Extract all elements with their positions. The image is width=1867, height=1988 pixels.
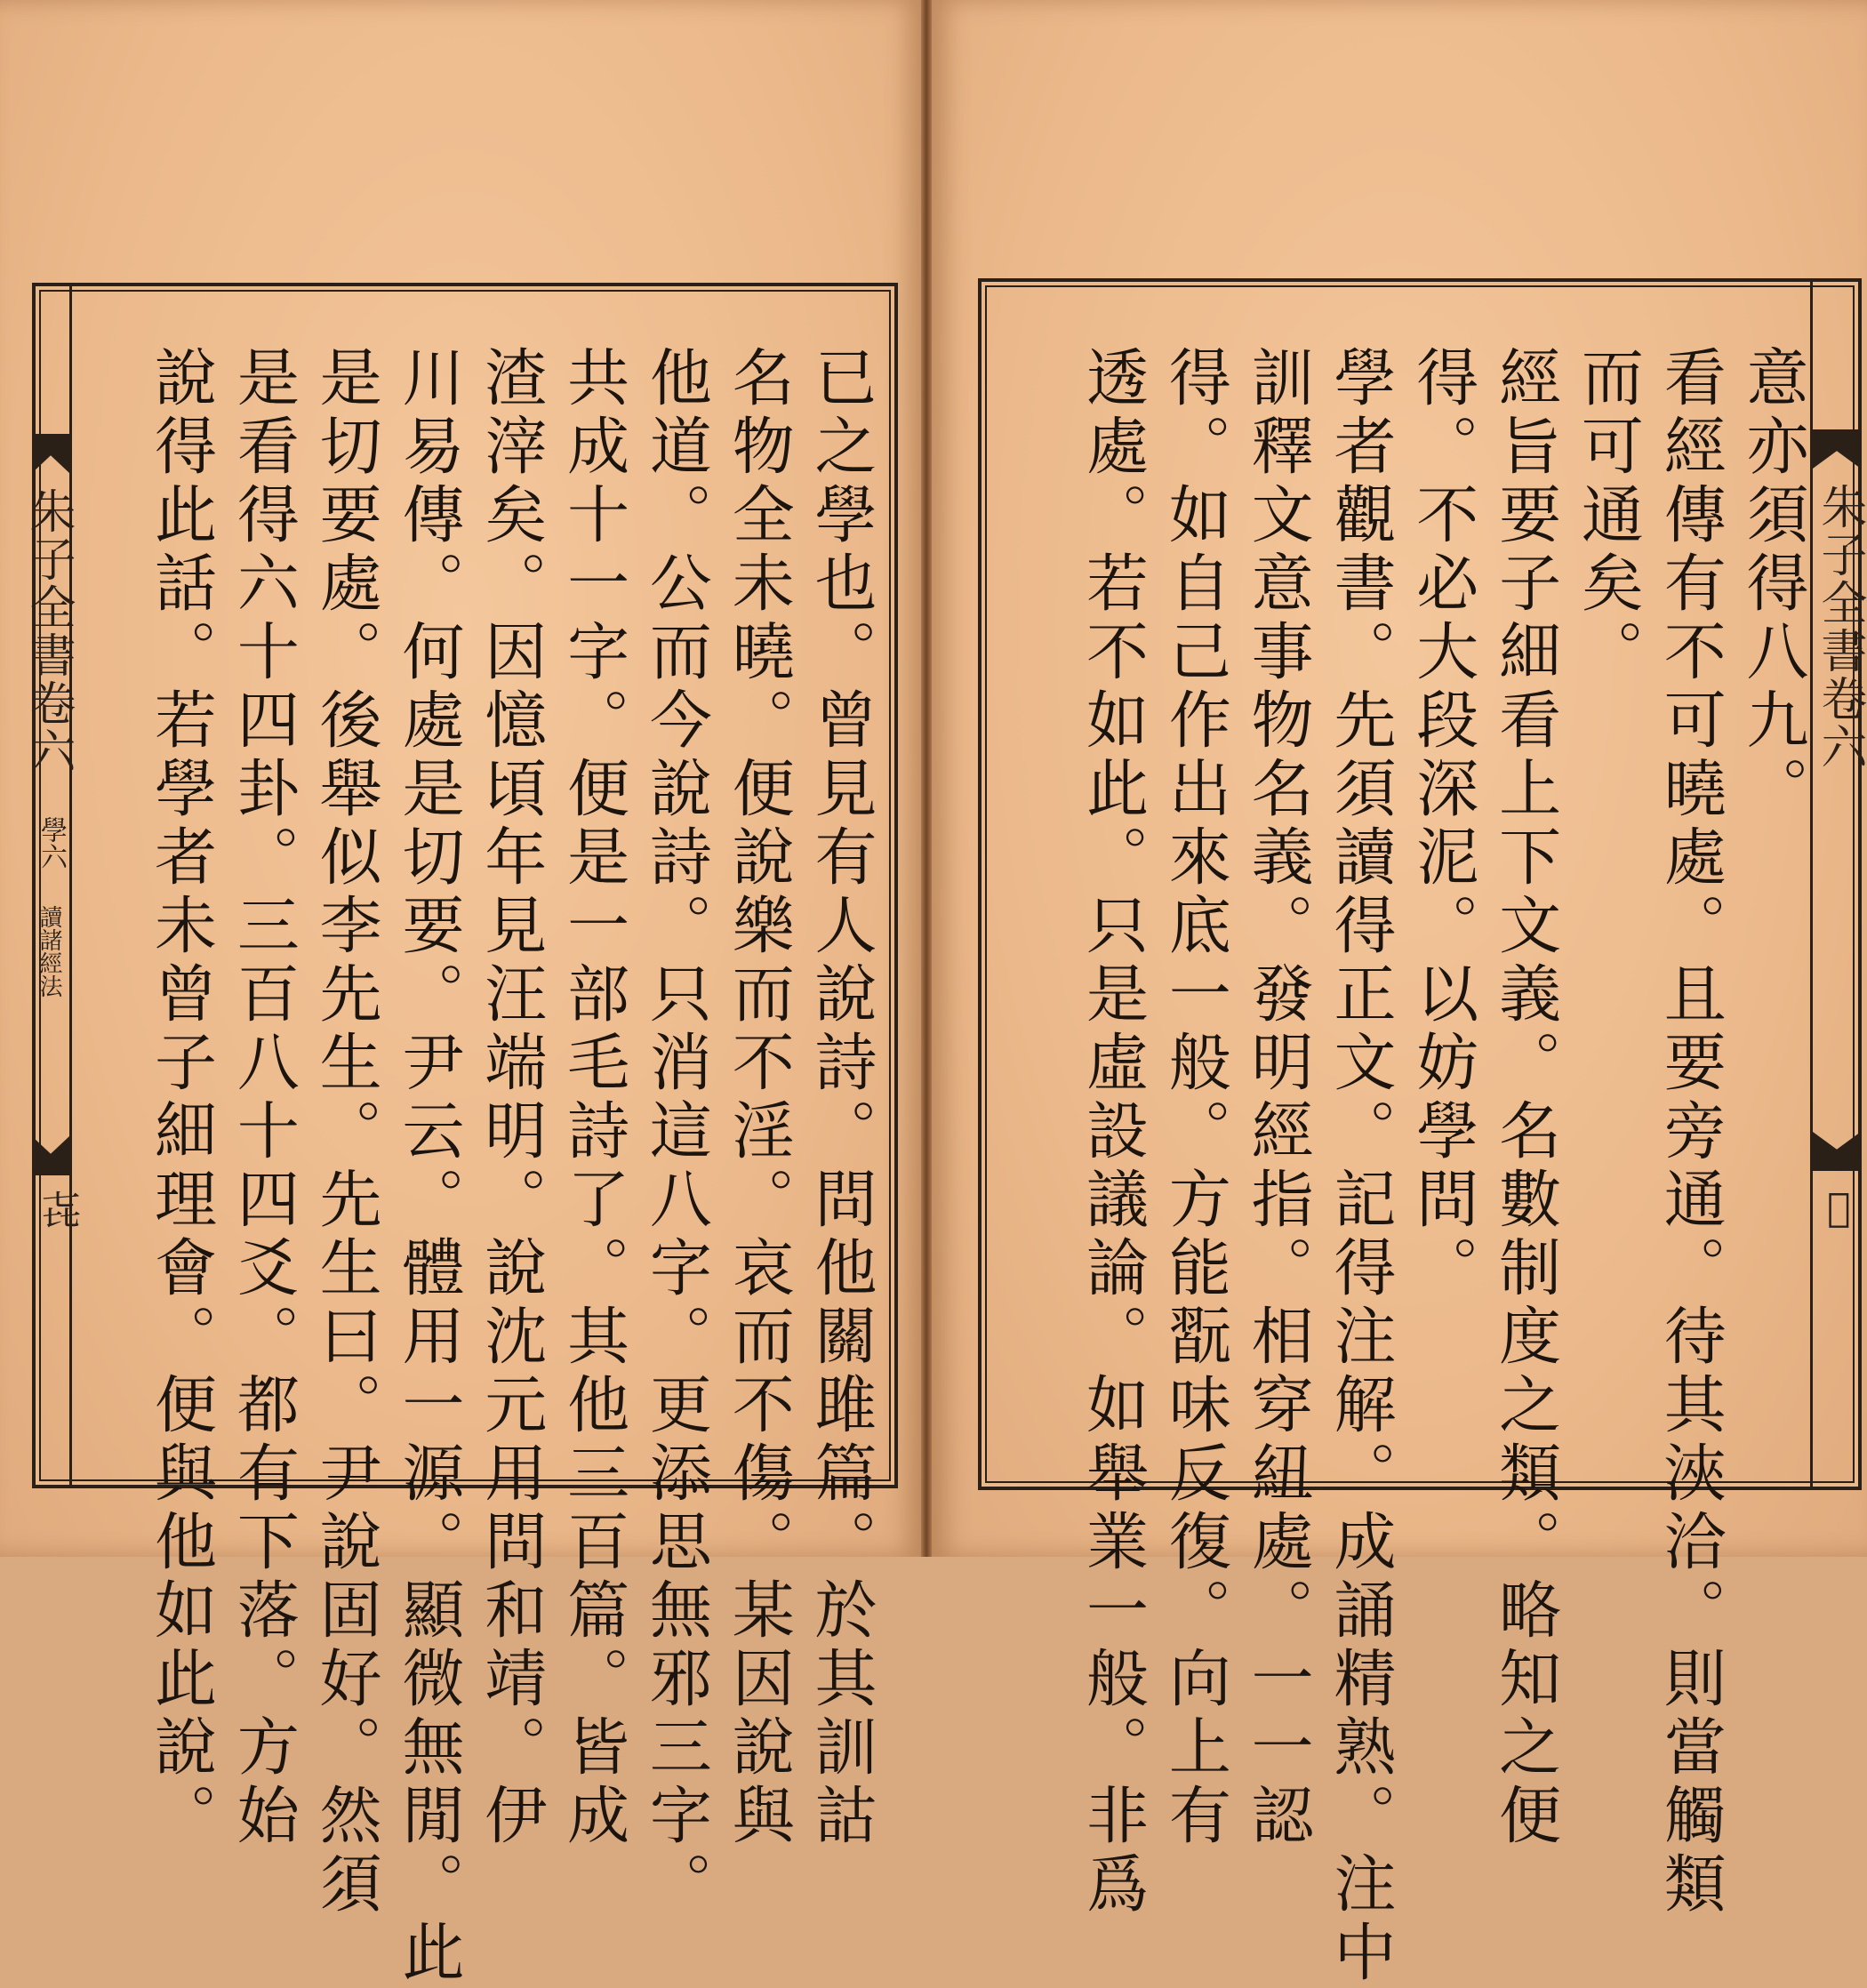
text-column: 他道。公而今說詩。只消這八字。更添思無邪三字。 [639, 345, 713, 1920]
fishtail-mark-upper [1813, 429, 1861, 469]
text-column: 渣滓矣。因憶頃年見汪端明。說沈元用問和靖。伊 [474, 345, 548, 1851]
text-column: 訓釋文意事物名義。發明經指。相穿紐處。一一認 [1241, 345, 1315, 1851]
text-column: 說得此話。若學者未曾子細理會。便與他如此說。 [144, 345, 218, 1851]
text-column: 而可通矣。 [1571, 345, 1645, 687]
right-page-text [996, 345, 1814, 1988]
fishtail-mark-upper [32, 434, 69, 473]
text-column: 共成十一字。便是一部毛詩了。其他三百篇。皆成 [557, 345, 630, 1851]
left-banxin [21, 283, 80, 1488]
right-banxin [1810, 278, 1866, 1489]
text-column: 看經傳有不可曉處。且要旁通。待其浹洽。則當觸類 [1654, 345, 1727, 1920]
banxin-page-number: 𢀤 [1816, 1185, 1862, 1230]
text-column: 得。如自己作出來底一般。方能翫味反復。向上有 [1158, 345, 1232, 1851]
text-column: 已之學也。曾見有人說詩。問他關雎篇。於其訓詁 [805, 345, 877, 1851]
text-column: 意亦須得八九。 [1736, 345, 1809, 824]
text-column: 透處。若不如此。只是虛設議論。如舉業一般。非爲 [1076, 345, 1150, 1920]
text-column: 是看得六十四卦。三百八十四爻。都有下落。方始 [227, 345, 300, 1851]
text-column: 是切要處。後舉似李先生。先生曰。尹說固好。然須 [309, 345, 383, 1920]
banxin-page-number: 㐂 [35, 1190, 80, 1229]
left-page-text [82, 345, 882, 1988]
fishtail-mark-lower [32, 1136, 69, 1175]
text-column: 得。不必大段深泥。以妨學問。 [1406, 345, 1479, 1303]
banxin-section: 學六 [36, 816, 67, 870]
text-column: 名物全未曉。便說樂而不淫。哀而不傷。某因說與 [722, 345, 796, 1851]
text-column: 學者觀書。先須讀得正文。記得注解。成誦精熟。注中 [1323, 345, 1397, 1988]
book-gutter [921, 0, 932, 1557]
banxin-subsection: 讀諸經法 [36, 905, 62, 998]
text-column: 經旨要子細看上下文義。名數制度之類。略知之便 [1488, 345, 1562, 1851]
banxin-book-title: 朱子全書卷六 [1813, 483, 1866, 771]
banxin-book-title: 朱子全書卷六 [21, 487, 75, 775]
text-column: 川易傳。何處是切要。尹云。體用一源。顯微無閒。此 [391, 345, 465, 1988]
fishtail-mark-lower [1813, 1132, 1861, 1171]
